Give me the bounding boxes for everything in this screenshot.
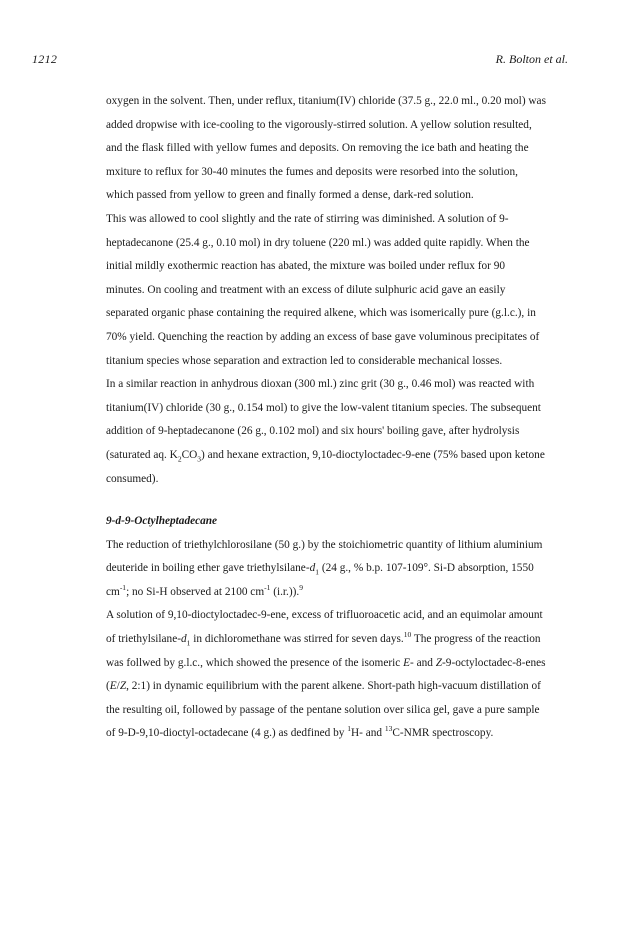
paragraph: The reduction of triethylchlorosilane (50 g.) by the stoichiometric quantity of lithium aluminium deuteride in boiling ether gave triethylsilane-$d_1$ (24 g., % b.p. 107-109°. Si-D absorption, 1550 $cm^{-1}$; no Si-H observed at 2100 $cm^{-1}$ (i.r.)).$^9$ [106,538,543,598]
paragraph: In a similar reaction in anhydrous dioxan (300 ml.) zinc grit (30 g., 0.46 mol) was reacted with titanium(IV) chloride (30 g., 0.154 mol) to give the low-valent titanium species. The subsequent addition of 9-heptadecanone (26 g., 0.102 mol) and six hours' boiling gave, after hydrolysis (saturated aq. $K_2CO_3$) and hexane extraction, 9,10-dioctyloctadec-9-ene (75% based upon ketone consumed). [106,378,545,485]
page-number: 1212 [32,52,58,66]
paragraph: A solution of 9,10-dioctyloctadec-9-ene, excess of trifluoroacetic acid, and an equimolar amount of triethylsilane-$d_1$ in dichloromethane was stirred for seven days.$^{10}$ The progress of the reaction was follwed by g.l.c., which showed the presence of the isomeric E- and Z-9-octyloctadec-8-enes (E/Z, 2:1) in dynamic equilibrium with the parent alkene. Short-path high-vacuum distillation of the resulting oil, followed by passage of the pentane solution over silica gel, gave a pure sample of 9-D-9,10-dioctyl-octadecane (4 g.) as dedfined by $^1$H- and $^{13}$C-NMR spectroscopy. [106,609,546,740]
paragraph: This was allowed to cool slightly and the rate of stirring was diminished. A solution of 9-heptadecanone (25.4 g., 0.10 mol) in dry toluene (220 ml.) was added quite rapidly. When the initial mildly exothermic reaction has abated, the mixture was boiled under reflux for 90 minutes. On cooling and treatment with an excess of dilute sulphuric acid gave an easily separated organic phase containing the required alkene, which was isomerically pure (g.l.c.), in 70% yield. Quenching the reaction by adding an excess of base gave voluminous precipitates of titanium species whose separation and extraction led to considerable mechanical losses. [106,212,540,367]
body-text [106,90,546,746]
section-heading: 9-d-9-Octylheptadecane [106,515,218,528]
running-head: R. Bolton et al. [495,52,568,66]
paragraph: oxygen in the solvent. Then, under reflux, titanium(IV) chloride (37.5 g., 22.0 ml., 0.20 mol) was added dropwise with ice-cooling to the vigorously-stirred solution. A yellow solution resulted, and the flask filled with yellow fumes and deposits. On removing the ice bath and heating the mxiture to reflux for 30-40 minutes the fumes and deposits were resorbed into the solution, which passed from yellow to green and finally formed a dense, dark-red solution. [106,95,546,202]
